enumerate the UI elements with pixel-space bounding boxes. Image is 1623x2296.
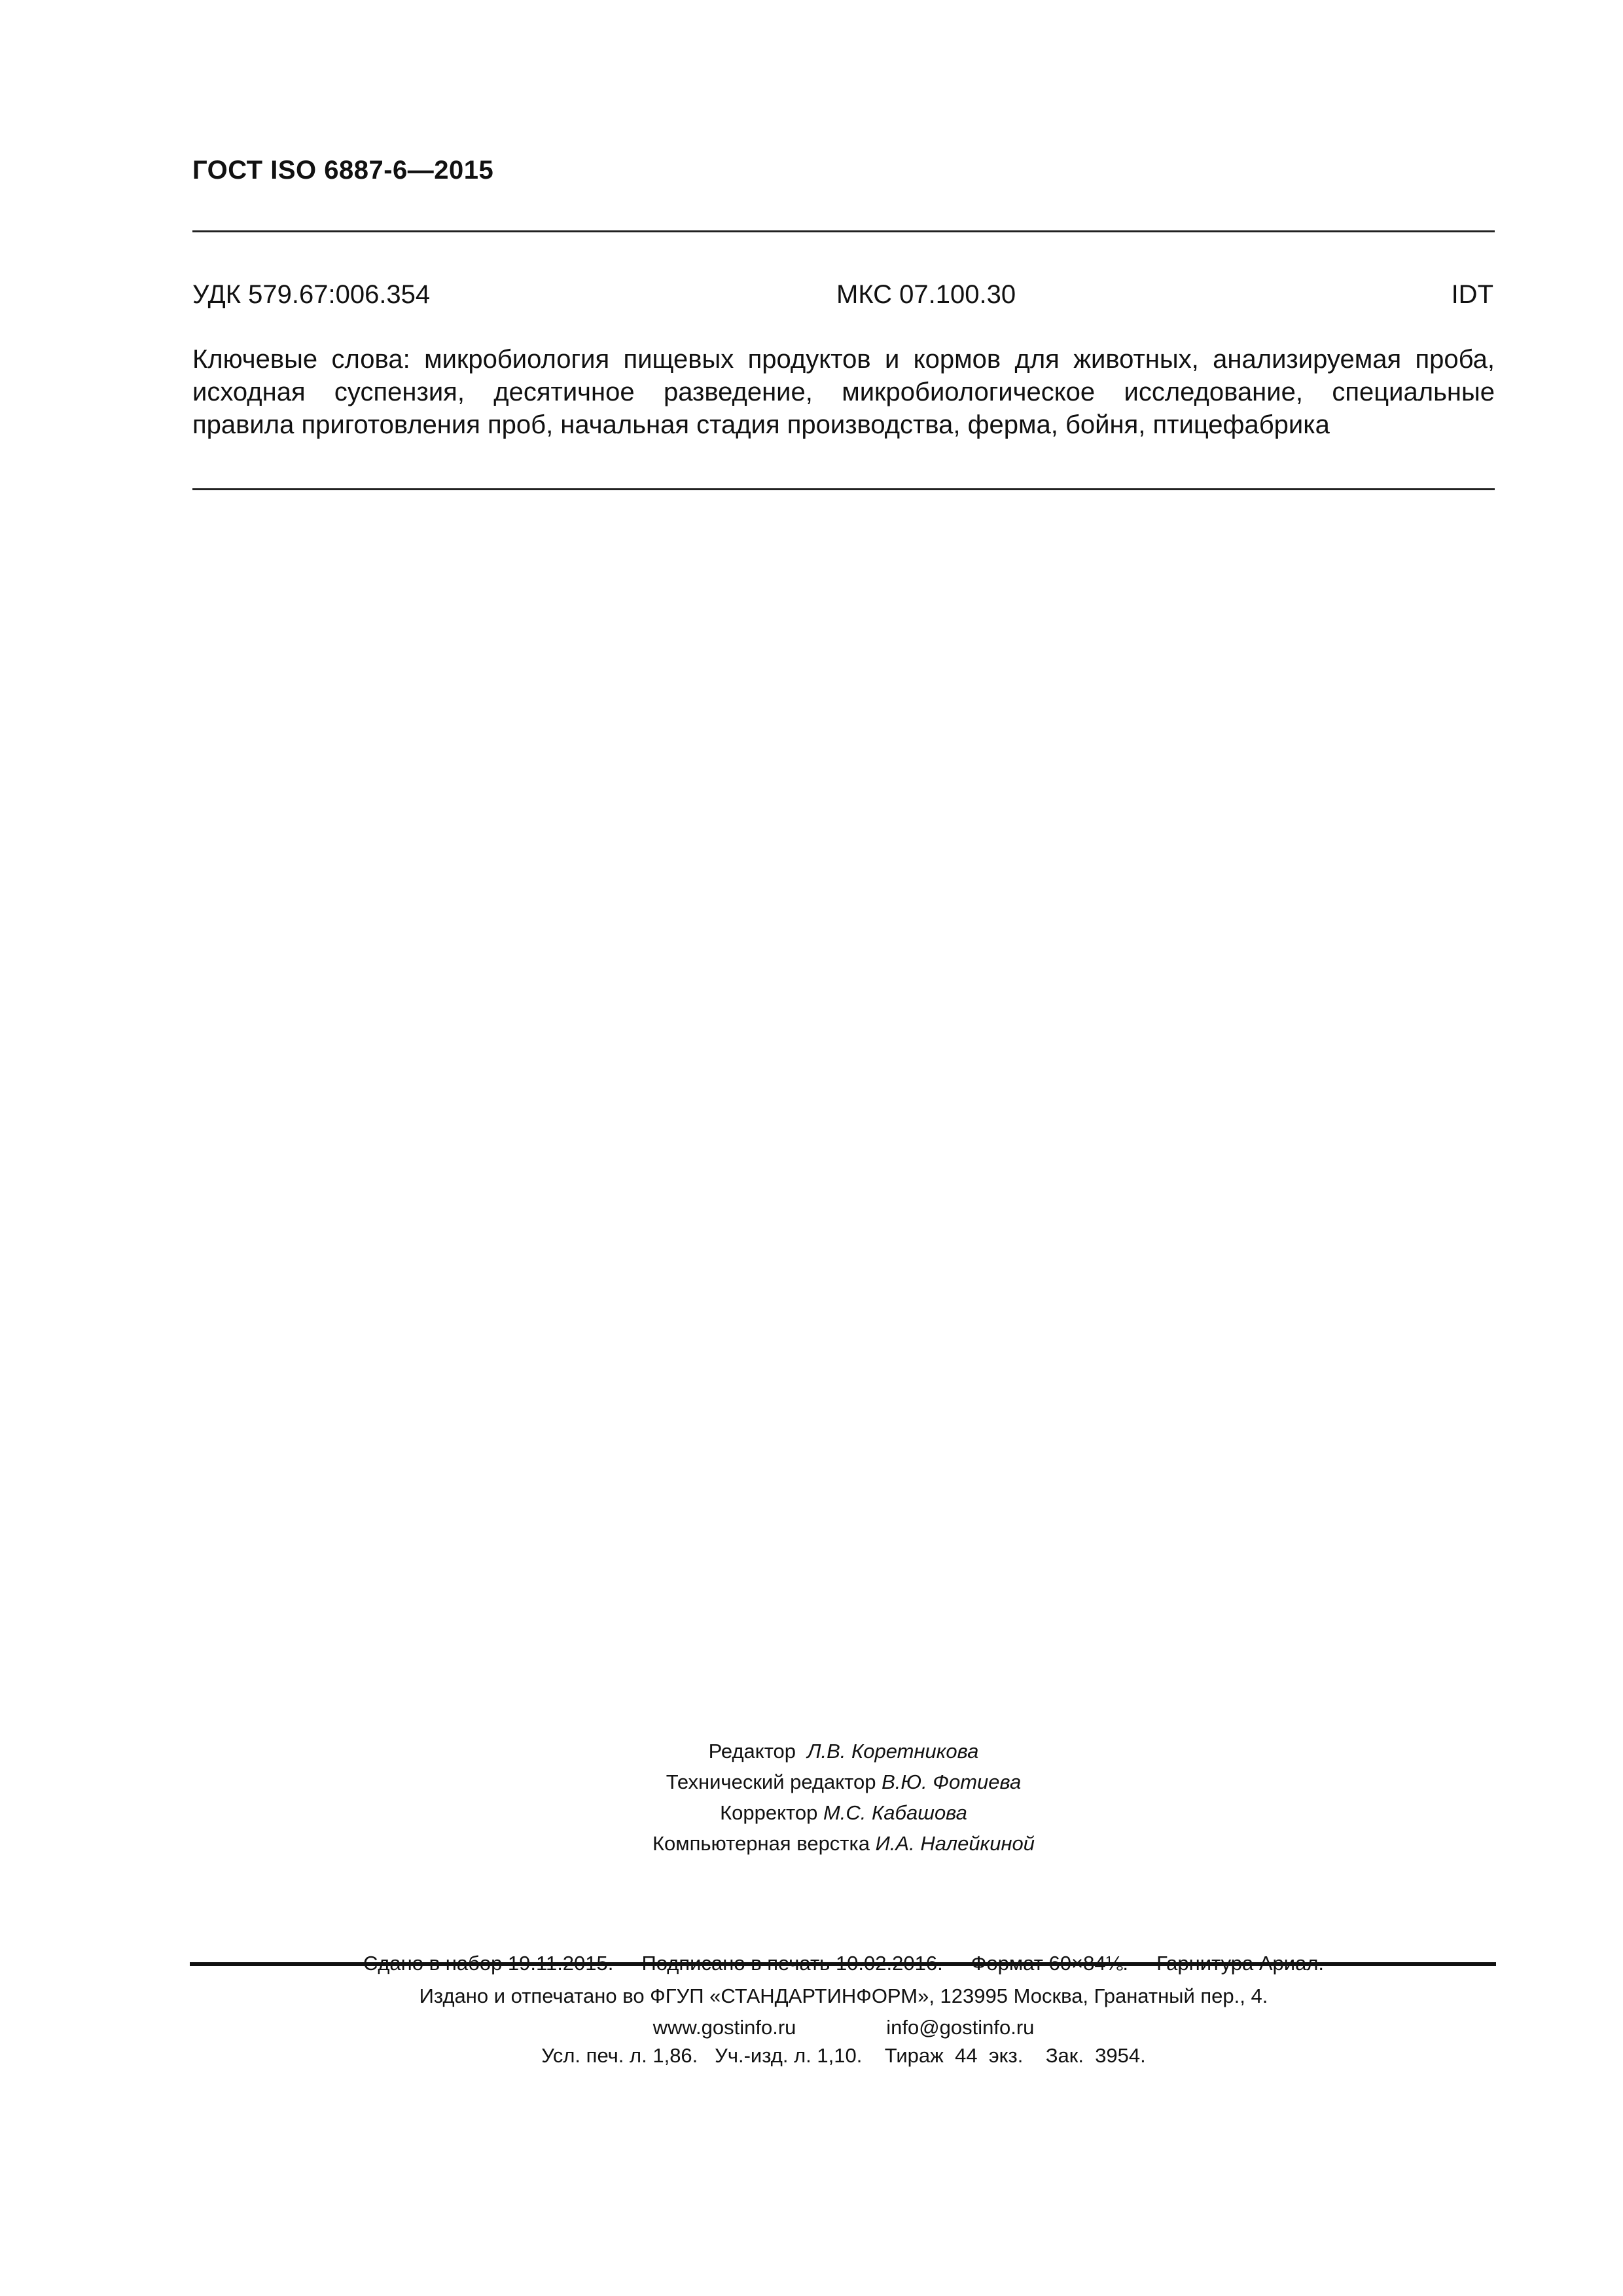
- tech-editor-label: Технический редактор: [666, 1770, 876, 1793]
- layout-label: Компьютерная верстка: [652, 1832, 870, 1855]
- editor-line: [192, 1736, 1495, 1767]
- editor-label: Редактор: [708, 1740, 796, 1763]
- udk-code: УДК 579.67:006.354: [192, 280, 431, 309]
- keywords-line-1: Ключевые слова: микробиология пищевых продуктов и кормов для животных, анализируемая проба,: [192, 345, 1495, 374]
- keywords-line-2: исходная суспензия, десятичное разведение, микробиологическое исследование, специальные: [192, 378, 1495, 406]
- credits-block: [192, 1736, 1495, 1859]
- print-info-line-2: Усл. печ. л. 1,86. Уч.-изд. л. 1,10. Тираж 44 экз. Зак. 3954.: [541, 2044, 1146, 2067]
- publisher-block: [192, 1981, 1495, 2043]
- layout-line: [192, 1828, 1495, 1859]
- keywords-divider: [192, 488, 1495, 490]
- tech-editor-name: В.Ю. Фотиева: [882, 1770, 1022, 1793]
- publisher-links: [192, 2012, 1495, 2043]
- website-link[interactable]: www.gostinfo.ru: [652, 2016, 796, 2039]
- publisher-line: Издано и отпечатано во ФГУП «СТАНДАРТИНФОРМ», 123995 Москва, Гранатный пер., 4.: [419, 1984, 1268, 2007]
- layout-name: И.А. Налейкиной: [875, 1832, 1035, 1855]
- document-code: ГОСТ ISO 6887-6—2015: [192, 156, 494, 185]
- corrector-label: Корректор: [720, 1801, 818, 1824]
- keywords-paragraph: [192, 343, 1495, 441]
- editor-name: Л.В. Коретникова: [807, 1740, 979, 1763]
- keywords-line-3: правила приготовления проб, начальная стадия производства, ферма, бойня, птицефабрика: [192, 410, 1330, 439]
- tech-editor-line: [192, 1767, 1495, 1797]
- idt-mark: IDT: [1451, 280, 1493, 309]
- email-link[interactable]: info@gostinfo.ru: [886, 2016, 1035, 2039]
- corrector-name: М.С. Кабашова: [823, 1801, 967, 1824]
- mks-code: МКС 07.100.30: [836, 280, 1016, 309]
- bottom-divider: [190, 1962, 1496, 1966]
- top-divider: [192, 230, 1495, 232]
- corrector-line: [192, 1797, 1495, 1828]
